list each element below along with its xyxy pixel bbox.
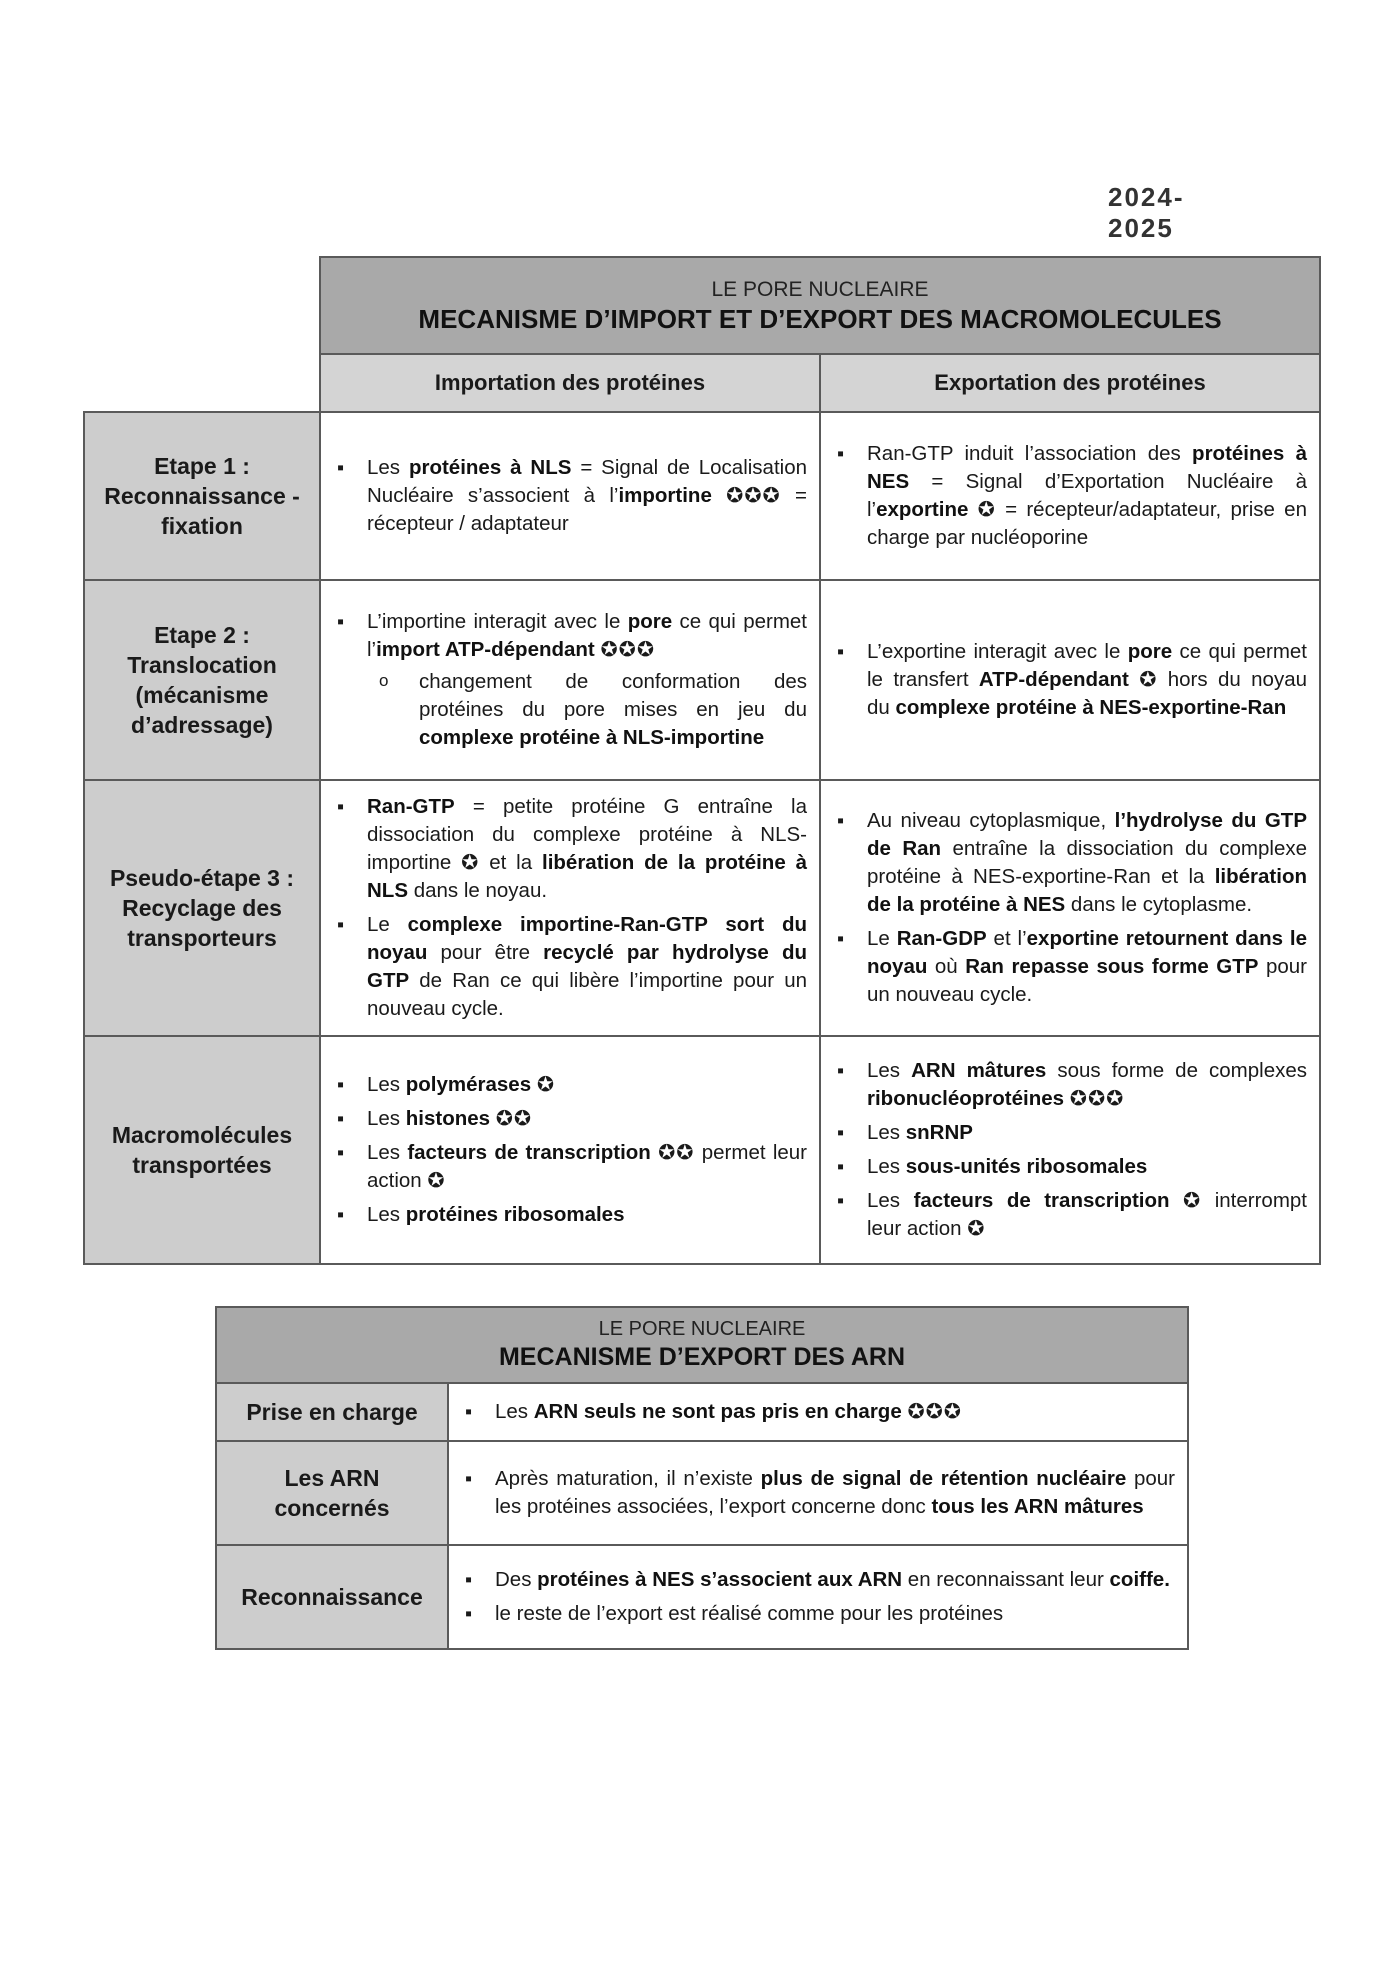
table-title-big: MECANISME D’IMPORT ET D’EXPORT DES MACROMOLECULES	[418, 304, 1222, 334]
row-label: Etape 1 : Reconnaissance -fixation	[84, 412, 320, 580]
row-label: Les ARN concernés	[216, 1441, 448, 1545]
importance-stars-icon: ✪	[461, 851, 480, 874]
import-cell	[320, 412, 820, 580]
list-item: ▪ le reste de l’export est réalisé comme pour les protéines	[461, 1600, 1175, 1628]
list-item: ▪ Les sous-unités ribosomales	[833, 1153, 1307, 1181]
content-cell	[448, 1441, 1188, 1545]
importance-stars-icon: ✪✪	[658, 1141, 695, 1164]
importance-stars-icon: ✪✪✪	[907, 1400, 962, 1423]
importance-stars-icon: ✪✪✪	[1069, 1087, 1125, 1110]
list-item: ▪ Ran-GTP induit l’association des protéines à NES = Signal d’Exportation Nucléaire à l’exportine ✪ = récepteur/adaptateur, prise en charge par nucléoporine	[833, 440, 1307, 552]
list-item: ▪ Les ARN seuls ne sont pas pris en charge ✪✪✪	[461, 1398, 1175, 1426]
export-cell	[820, 780, 1320, 1036]
list-item: ▪ Les histones ✪✪	[333, 1105, 807, 1133]
row-label: Prise en charge	[216, 1383, 448, 1441]
list-item: ▪ Les facteurs de transcription ✪ interrompt leur action ✪	[833, 1187, 1307, 1243]
table-row	[84, 780, 1320, 1036]
table-title	[216, 1307, 1188, 1383]
importance-stars-icon: ✪✪✪	[726, 484, 781, 507]
importance-stars-icon: ✪	[536, 1073, 555, 1096]
list-item: ▪ Après maturation, il n’existe plus de signal de rétention nucléaire pour les protéines associées, l’export concerne donc tous les ARN mâtures	[461, 1465, 1175, 1521]
list-item: ▪ Les snRNP	[833, 1119, 1307, 1147]
table-row	[84, 580, 1320, 780]
content-cell	[448, 1383, 1188, 1441]
row-label: Macromolécules transportées	[84, 1036, 320, 1264]
list-item: ▪ L’exportine interagit avec le pore ce qui permet le transfert ATP-dépendant ✪ hors du noyau du complexe protéine à NES-exportine-Ran	[833, 638, 1307, 722]
table-row	[216, 1545, 1188, 1649]
export-cell	[820, 1036, 1320, 1264]
list-item: ▪ Au niveau cytoplasmique, l’hydrolyse du GTP de Ran entraîne la dissociation du complexe protéine à NES-exportine-Ran et la libération de la protéine à NES dans le cytoplasme.	[833, 807, 1307, 919]
list-item: ▪ Les polymérases ✪	[333, 1071, 807, 1099]
import-cell	[320, 1036, 820, 1264]
importance-stars-icon: ✪	[427, 1169, 446, 1192]
row-label: Pseudo-étape 3 : Recyclage des transporteurs	[84, 780, 320, 1036]
importance-stars-icon: ✪	[967, 1217, 986, 1240]
table-title	[320, 257, 1320, 354]
import-cell	[320, 580, 820, 780]
importance-stars-icon: ✪✪	[495, 1107, 533, 1130]
table-row	[216, 1383, 1188, 1441]
export-cell	[820, 412, 1320, 580]
import-export-table	[83, 256, 1321, 1265]
export-cell	[820, 580, 1320, 780]
list-item: ▪ Des protéines à NES s’associent aux ARN en reconnaissant leur coiffe.	[461, 1566, 1175, 1594]
page-header-mark: 2024-2025	[1108, 182, 1185, 243]
list-item: ▪ L’importine interagit avec le pore ce qui permet l’import ATP-dépendant ✪✪✪ o changement de conformation des protéines du pore mises en jeu du complexe protéine à NLS-importine	[333, 608, 807, 752]
list-item: ▪ Les ARN mâtures sous forme de complexes ribonucléoprotéines ✪✪✪	[833, 1057, 1307, 1113]
list-item: ▪ Les protéines à NLS = Signal de Localisation Nucléaire s’associent à l’importine ✪✪✪ = récepteur / adaptateur	[333, 454, 807, 538]
list-item: ▪ Le Ran-GDP et l’exportine retournent dans le noyau où Ran repasse sous forme GTP pour un nouveau cycle.	[833, 925, 1307, 1009]
importance-stars-icon: ✪	[977, 498, 996, 521]
table-row	[84, 412, 1320, 580]
list-item: ▪ Ran-GTP = petite protéine G entraîne la dissociation du complexe protéine à NLS-importine ✪ et la libération de la protéine à NLS dans le noyau.	[333, 793, 807, 905]
table-title-big: MECANISME D’EXPORT DES ARN	[498, 1343, 906, 1371]
column-header-export: Exportation des protéines	[820, 354, 1320, 412]
row-label: Etape 2 : Translocation (mécanisme d’adressage)	[84, 580, 320, 780]
list-item: ▪ Les protéines ribosomales	[333, 1201, 807, 1229]
importance-stars-icon: ✪✪✪	[600, 638, 655, 661]
table-row	[84, 1036, 1320, 1264]
importance-stars-icon: ✪	[1183, 1189, 1202, 1212]
list-item: ▪ Le complexe importine-Ran-GTP sort du noyau pour être recyclé par hydrolyse du GTP de Ran ce qui libère l’importine pour un nouveau cycle.	[333, 911, 807, 1023]
importance-stars-icon: ✪	[1139, 668, 1158, 691]
arn-export-table	[215, 1306, 1189, 1650]
import-cell	[320, 780, 820, 1036]
table-row	[216, 1441, 1188, 1545]
row-label: Reconnaissance	[216, 1545, 448, 1649]
sub-list-item: o changement de conformation des protéines du pore mises en jeu du complexe protéine à NLS-importine	[367, 668, 807, 752]
content-cell	[448, 1545, 1188, 1649]
list-item: ▪ Les facteurs de transcription ✪✪ permet leur action ✪	[333, 1139, 807, 1195]
table-title-small: LE PORE NUCLEAIRE	[598, 1318, 806, 1340]
column-header-import: Importation des protéines	[320, 354, 820, 412]
table-title-small: LE PORE NUCLEAIRE	[711, 278, 929, 301]
